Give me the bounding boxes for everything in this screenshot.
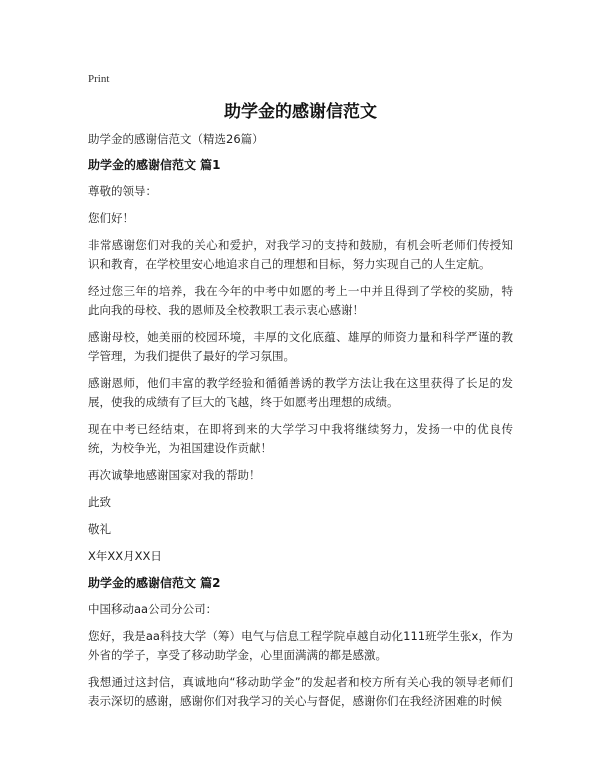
paragraph: 非常感谢您们对我的关心和爱护，对我学习的支持和鼓励，有机会听老师们传授知识和教育，在学校里安心地追求自己的理想和目标，努力实现自己的人生定航。 [88,238,513,271]
paragraph: 现在中考已经结束，在即将到来的大学学习中我将继续努力，发扬一中的优良传统，为校争光，为祖国建设作贡献！ [88,422,513,455]
section-heading: 助学金的感谢信范文 篇2 [88,576,221,590]
paragraph: 中国移动aa公司分公司： [88,602,218,616]
paragraph: 您们好！ [88,211,134,225]
paragraph: 经过您三年的培养，我在今年的中考中如愿的考上一中并且得到了学校的奖励，特此向我的母校、我的恩师及全校教职工表示衷心感谢！ [88,284,513,317]
print-label: Print [88,73,110,85]
document-page [88,70,513,711]
document-body [88,156,513,711]
paragraph: 感谢母校，她美丽的校园环境，丰厚的文化底蕴、雄厚的师资力量和科学严谨的教学管理，为我们提供了最好的学习氛围。 [88,330,513,363]
letter-section [88,574,513,711]
paragraph: 再次诚挚地感谢国家对我的帮助！ [88,468,261,482]
document-title: 助学金的感谢信范文 [224,102,377,122]
document-subtitle: 助学金的感谢信范文（精选26篇） [88,132,264,146]
paragraph: 我想通过这封信，真诚地向“移动助学金”的发起者和校方所有关心我的领导老师们表示深切的感谢，感谢你们对我学习的关心与督促，感谢你们在我经济困难的时候 [88,675,513,708]
paragraph: 您好，我是aa科技大学（筹）电气与信息工程学院卓越自动化111班学生张x，作为外省的学子，享受了移动助学金，心里面满满的都是感激。 [88,629,513,662]
paragraph: 此致 [88,495,111,509]
paragraph: 敬礼 [88,522,111,536]
section-heading: 助学金的感谢信范文 篇1 [88,158,221,172]
paragraph: 感谢恩师，他们丰富的教学经验和循循善诱的教学方法让我在这里获得了长足的发展，使我的成绩有了巨大的飞越，终于如愿考出理想的成绩。 [88,376,513,409]
letter-section [88,156,513,566]
paragraph: 尊敬的领导： [88,184,157,198]
paragraph: X年XX月XX日 [88,549,162,563]
